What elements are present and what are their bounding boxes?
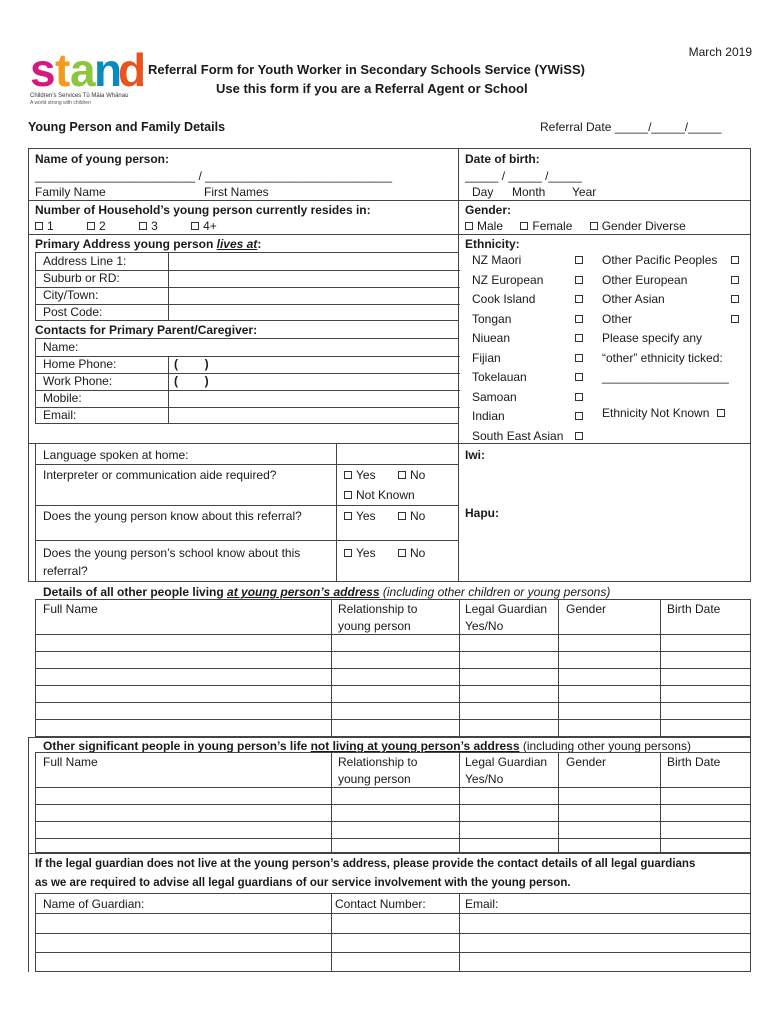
language-input[interactable] bbox=[337, 444, 457, 464]
know-referral-question: Does the young person know about this referral? bbox=[43, 509, 302, 523]
table-row[interactable] bbox=[36, 669, 751, 685]
checkbox-icon bbox=[731, 276, 739, 284]
ethnicity-option[interactable]: NZ European bbox=[472, 273, 587, 293]
dob-label: Date of birth: bbox=[465, 152, 540, 166]
ethnicity-option[interactable]: Tokelauan bbox=[472, 370, 587, 390]
ethnicity-option[interactable]: Other bbox=[602, 312, 742, 332]
logo-subtitle: Children's Services Tū Māia Whānau bbox=[30, 93, 129, 99]
table-row[interactable] bbox=[36, 914, 751, 933]
postcode-input[interactable] bbox=[169, 305, 459, 321]
home-phone-area-code[interactable]: ( ) bbox=[174, 357, 209, 371]
logo-letter-s: s bbox=[30, 44, 56, 96]
col-full-name: Full Name bbox=[43, 602, 98, 616]
ethnicity-option[interactable]: Other Asian bbox=[602, 292, 742, 312]
work-phone-label: Work Phone: bbox=[43, 374, 113, 388]
table-row[interactable] bbox=[36, 839, 751, 853]
col-guardian-name: Name of Guardian: bbox=[43, 897, 145, 911]
school-know-yes-option[interactable]: Yes bbox=[344, 546, 376, 560]
ethnicity-label: Ethnicity: bbox=[465, 237, 520, 251]
table-row[interactable] bbox=[36, 953, 751, 971]
contact-name-label: Name: bbox=[43, 340, 79, 354]
household-option-1[interactable]: 1 bbox=[35, 219, 54, 233]
ethnicity-option[interactable]: Indian bbox=[472, 409, 587, 429]
ethnicity-option[interactable]: Tongan bbox=[472, 312, 587, 332]
checkbox-icon bbox=[344, 549, 352, 557]
form-title: Referral Form for Youth Worker in Secondary Schools Service (YWiSS) bbox=[148, 62, 585, 77]
dob-month-caption: Month bbox=[512, 185, 546, 199]
checkbox-icon bbox=[590, 222, 598, 230]
suburb-input[interactable] bbox=[169, 271, 459, 287]
col-gender: Gender bbox=[566, 602, 607, 616]
logo-letter-a: a bbox=[70, 44, 96, 96]
living-at-table bbox=[35, 599, 751, 737]
gender-option-diverse[interactable]: Gender Diverse bbox=[590, 219, 686, 233]
household-option-3[interactable]: 3 bbox=[139, 219, 158, 233]
ethnicity-option[interactable]: Cook Island bbox=[472, 292, 587, 312]
table-row[interactable] bbox=[36, 934, 751, 952]
ethnicity-left-list bbox=[472, 253, 587, 448]
interpreter-not-known-option[interactable]: Not Known bbox=[344, 488, 415, 502]
checkbox-icon bbox=[575, 393, 583, 401]
language-question: Language spoken at home: bbox=[43, 448, 189, 462]
col-relationship-1: Relationship to bbox=[338, 602, 418, 616]
know-referral-no-option[interactable]: No bbox=[398, 509, 425, 523]
checkbox-icon bbox=[344, 471, 352, 479]
interpreter-yes-option[interactable]: Yes bbox=[344, 468, 376, 482]
hapu-label: Hapu: bbox=[465, 506, 499, 520]
home-phone-label: Home Phone: bbox=[43, 357, 117, 371]
ethnicity-option[interactable]: Other Pacific Peoples bbox=[602, 253, 742, 273]
household-options bbox=[35, 219, 217, 233]
logo-tagline: A world strong with children bbox=[30, 100, 91, 106]
col-legal-guardian-1: Legal Guardian bbox=[465, 755, 548, 769]
col-birth-date: Birth Date bbox=[667, 755, 721, 769]
checkbox-icon bbox=[575, 276, 583, 284]
ethnicity-option[interactable]: South East Asian bbox=[472, 429, 587, 449]
ethnicity-option[interactable]: Samoan bbox=[472, 390, 587, 410]
dob-input-line[interactable]: _____ / _____ /_____ bbox=[465, 169, 582, 183]
col-gender: Gender bbox=[566, 755, 607, 769]
mobile-label: Mobile: bbox=[43, 391, 82, 405]
table-row[interactable] bbox=[36, 652, 751, 668]
checkbox-icon bbox=[575, 315, 583, 323]
table-row[interactable] bbox=[36, 703, 751, 719]
address-line1-label: Address Line 1: bbox=[43, 254, 127, 268]
address-table bbox=[35, 252, 459, 321]
city-label: City/Town: bbox=[43, 288, 99, 302]
address-label: Primary Address young person lives at: bbox=[35, 237, 262, 251]
checkbox-icon bbox=[344, 512, 352, 520]
school-know-no-option[interactable]: No bbox=[398, 546, 425, 560]
col-relationship-2: young person bbox=[338, 619, 411, 633]
living-at-title: Details of all other people living at young person’s address (including other children or young persons) bbox=[43, 585, 611, 599]
address-line1-input[interactable] bbox=[169, 253, 459, 270]
interpreter-no-option[interactable]: No bbox=[398, 468, 425, 482]
checkbox-icon bbox=[575, 295, 583, 303]
guardian-table bbox=[35, 893, 751, 972]
logo bbox=[30, 40, 145, 110]
col-email: Email: bbox=[465, 897, 499, 911]
col-relationship-2: young person bbox=[338, 772, 411, 786]
section-title: Young Person and Family Details bbox=[28, 120, 226, 134]
checkbox-icon bbox=[344, 491, 352, 499]
checkbox-icon bbox=[575, 256, 583, 264]
referral-date-field[interactable]: Referral Date _____/_____/_____ bbox=[540, 120, 722, 134]
checkbox-icon bbox=[35, 222, 43, 230]
checkbox-icon bbox=[191, 222, 199, 230]
city-input[interactable] bbox=[169, 288, 459, 304]
name-input-line[interactable]: ________________________ / ____________________________ bbox=[35, 169, 393, 183]
family-name-caption: Family Name bbox=[35, 185, 106, 199]
gender-option-female[interactable]: Female bbox=[520, 219, 572, 233]
checkbox-icon bbox=[139, 222, 147, 230]
table-row[interactable] bbox=[36, 805, 751, 821]
logo-letter-t: t bbox=[55, 44, 71, 96]
first-names-caption: First Names bbox=[204, 185, 269, 199]
contacts-label: Contacts for Primary Parent/Caregiver: bbox=[35, 323, 258, 337]
not-living-title: Other significant people in young person’s life not living at young person’s address (including other young persons) bbox=[43, 739, 691, 753]
interpreter-question: Interpreter or communication aide required? bbox=[43, 468, 277, 482]
checkbox-icon bbox=[575, 412, 583, 420]
ethnicity-not-known-option[interactable]: Ethnicity Not Known bbox=[602, 406, 725, 420]
ethnicity-option[interactable]: NZ Maori bbox=[472, 253, 587, 273]
specify-other-input[interactable]: ___________________ bbox=[602, 370, 729, 384]
col-relationship-1: Relationship to bbox=[338, 755, 418, 769]
dob-year-caption: Year bbox=[572, 185, 597, 199]
form-date: March 2019 bbox=[688, 45, 752, 59]
school-know-question-line1: Does the young person’s school know about this bbox=[43, 546, 301, 560]
col-legal-guardian-2: Yes/No bbox=[465, 772, 504, 786]
checkbox-icon bbox=[575, 373, 583, 381]
guardian-note-line1: If the legal guardian does not live at the young person’s address, please provide the contact details of all legal guardians bbox=[35, 858, 696, 870]
ethnicity-option[interactable]: Other European bbox=[602, 273, 742, 293]
logo-letter-d: d bbox=[118, 44, 147, 96]
iwi-input[interactable] bbox=[500, 446, 745, 496]
school-know-question-line2: referral? bbox=[43, 564, 88, 578]
table-row[interactable] bbox=[36, 822, 751, 838]
table-row[interactable] bbox=[36, 720, 751, 736]
table-row[interactable] bbox=[36, 686, 751, 702]
col-full-name: Full Name bbox=[43, 755, 98, 769]
checkbox-icon bbox=[731, 315, 739, 323]
table-row[interactable] bbox=[36, 788, 751, 804]
ethnicity-right-list bbox=[602, 253, 742, 390]
col-legal-guardian-2: Yes/No bbox=[465, 619, 504, 633]
household-label: Number of Household’s young person currently resides in: bbox=[35, 203, 371, 217]
household-option-2[interactable]: 2 bbox=[87, 219, 106, 233]
gender-label: Gender: bbox=[465, 203, 512, 217]
household-option-4plus[interactable]: 4+ bbox=[191, 219, 217, 233]
ethnicity-option[interactable]: Fijian bbox=[472, 351, 587, 371]
gender-option-male[interactable]: Male bbox=[465, 219, 503, 233]
form-subtitle: Use this form if you are a Referral Agent or School bbox=[216, 81, 528, 96]
guardian-note-line2: as we are required to advise all legal guardians of our service involvement with the young person. bbox=[35, 877, 571, 889]
ethnicity-option[interactable]: Niuean bbox=[472, 331, 587, 351]
checkbox-icon bbox=[717, 409, 725, 417]
checkbox-icon bbox=[575, 354, 583, 362]
table-row[interactable] bbox=[36, 635, 751, 651]
suburb-label: Suburb or RD: bbox=[43, 271, 120, 285]
hapu-input[interactable] bbox=[505, 504, 745, 574]
col-contact-number: Contact Number: bbox=[335, 897, 426, 911]
logo-letter-n: n bbox=[94, 44, 123, 96]
contacts-table bbox=[35, 338, 459, 424]
checkbox-icon bbox=[398, 512, 406, 520]
not-living-table bbox=[35, 752, 751, 853]
col-birth-date: Birth Date bbox=[667, 602, 721, 616]
checkbox-icon bbox=[520, 222, 528, 230]
know-referral-yes-option[interactable]: Yes bbox=[344, 509, 376, 523]
checkbox-icon bbox=[465, 222, 473, 230]
checkbox-icon bbox=[575, 432, 583, 440]
name-label: Name of young person: bbox=[35, 152, 170, 166]
checkbox-icon bbox=[575, 334, 583, 342]
checkbox-icon bbox=[731, 295, 739, 303]
checkbox-icon bbox=[398, 471, 406, 479]
work-phone-area-code[interactable]: ( ) bbox=[174, 374, 209, 388]
col-legal-guardian-1: Legal Guardian bbox=[465, 602, 548, 616]
checkbox-icon bbox=[731, 256, 739, 264]
specify-other-text-2: “other” ethnicity ticked: bbox=[602, 350, 723, 365]
gender-options bbox=[465, 219, 686, 233]
dob-day-caption: Day bbox=[472, 185, 494, 199]
iwi-label: Iwi: bbox=[465, 448, 485, 462]
email-label: Email: bbox=[43, 408, 77, 422]
specify-other-text-1: Please specify any bbox=[602, 331, 703, 345]
postcode-label: Post Code: bbox=[43, 305, 103, 319]
checkbox-icon bbox=[398, 549, 406, 557]
checkbox-icon bbox=[87, 222, 95, 230]
